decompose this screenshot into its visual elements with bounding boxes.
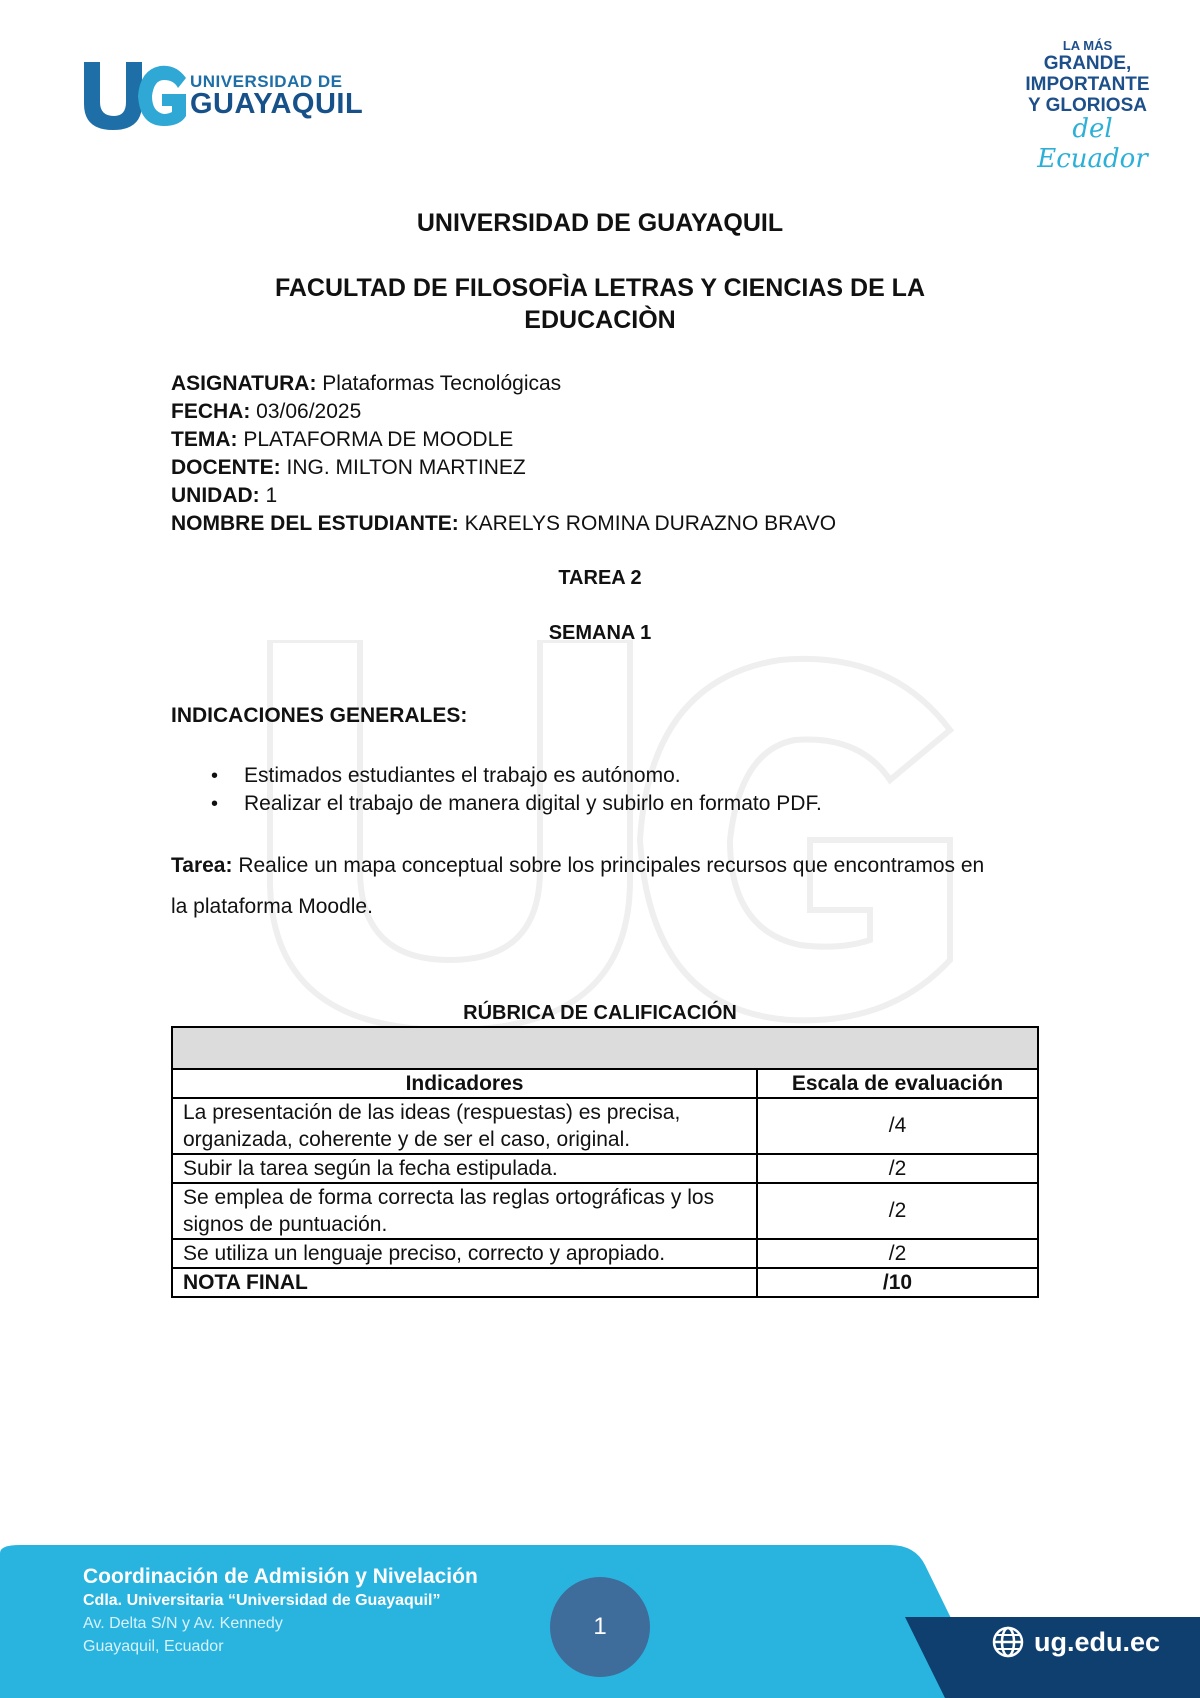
info-docente: [171, 454, 836, 482]
semana-heading: SEMANA 1: [548, 622, 652, 644]
footer-website: [992, 1624, 1160, 1660]
score-cell: /2: [757, 1154, 1038, 1183]
university-logo: [80, 58, 380, 132]
final-row: [172, 1268, 1038, 1297]
header-escala: Escala de evaluación: [757, 1069, 1038, 1098]
faculty-title: [0, 272, 1200, 336]
table-header-row: [172, 1069, 1038, 1098]
slogan-script: del Ecuador: [1037, 114, 1148, 174]
slogan-logo: [1015, 38, 1160, 174]
faculty-title-line1: FACULTAD DE FILOSOFÌA LETRAS Y CIENCIAS DE LA: [274, 274, 926, 302]
info-label: TEMA:: [171, 428, 238, 451]
ug-watermark-icon: [250, 640, 970, 1030]
slogan-line3: Y GLORIOSA: [1028, 95, 1147, 116]
footer-line3: Av. Delta S/N y Av. Kennedy: [83, 1615, 283, 1632]
score-cell: /2: [757, 1239, 1038, 1268]
info-label: ASIGNATURA:: [171, 372, 317, 395]
header-indicadores: Indicadores: [172, 1069, 757, 1098]
indicator-cell: La presentación de las ideas (respuestas) es precisa, organizada, coherente y de ser el caso, original.: [172, 1098, 757, 1154]
info-value: PLATAFORMA DE MOODLE: [237, 428, 514, 451]
info-value: Plataformas Tecnológicas: [316, 372, 562, 395]
list-item: • Realizar el trabajo de manera digital y subirlo en formato PDF.: [171, 790, 822, 818]
indicator-cell: Subir la tarea según la fecha estipulada.: [172, 1154, 757, 1183]
info-asignatura: [171, 370, 836, 398]
website-label: ug.edu.ec: [1034, 1626, 1161, 1657]
tarea-label: Tarea:: [171, 854, 233, 877]
course-info: [171, 370, 836, 538]
globe-icon: [992, 1626, 1024, 1658]
info-fecha: [171, 398, 836, 426]
info-label: NOMBRE DEL ESTUDIANTE:: [171, 512, 459, 535]
slogan-line1: GRANDE,: [1043, 53, 1132, 74]
footer-line1: Coordinación de Admisión y Nivelación: [83, 1565, 478, 1588]
final-label: NOTA FINAL: [172, 1268, 757, 1297]
indicator-cell: Se emplea de forma correcta las reglas ortográficas y los signos de puntuación.: [172, 1183, 757, 1239]
score-cell: /2: [757, 1183, 1038, 1239]
faculty-title-line2: EDUCACIÒN: [524, 306, 676, 334]
indicaciones-list: [171, 762, 822, 818]
info-label: DOCENTE:: [171, 456, 281, 479]
info-tema: [171, 426, 836, 454]
table-row: [172, 1098, 1038, 1154]
list-item: • Estimados estudiantes el trabajo es autónomo.: [171, 762, 822, 790]
rubric-table: [171, 1026, 1039, 1298]
info-value: KARELYS ROMINA DURAZNO BRAVO: [458, 512, 837, 535]
ug-logo-mark-icon: [80, 58, 190, 132]
logo-text-line2: GUAYAQUIL: [190, 88, 364, 120]
slogan-line0: LA MÁS: [1062, 38, 1113, 53]
indicaciones-title: INDICACIONES GENERALES:: [171, 704, 468, 727]
footer-line2: Cdla. Universitaria “Universidad de Guayaquil”: [83, 1592, 441, 1609]
info-value: ING. MILTON MARTINEZ: [280, 456, 526, 479]
tarea-description: [171, 845, 1001, 927]
table-row: [172, 1183, 1038, 1239]
university-title: UNIVERSIDAD DE GUAYAQUIL: [416, 209, 784, 237]
rubrica-title: RÚBRICA DE CALIFICACIÓN: [463, 1002, 737, 1024]
table-banner-cell: [172, 1027, 1038, 1069]
info-unidad: [171, 482, 836, 510]
info-value: 03/06/2025: [250, 400, 362, 423]
footer-line4: Guayaquil, Ecuador: [83, 1638, 224, 1655]
info-label: FECHA:: [171, 400, 251, 423]
tarea-text: Realice un mapa conceptual sobre los principales recursos que encontramos en la plataforma Moodle.: [171, 854, 985, 918]
score-cell: /4: [757, 1098, 1038, 1154]
indicator-cell: Se utiliza un lenguaje preciso, correcto y apropiado.: [172, 1239, 757, 1268]
tarea-heading: TAREA 2: [558, 567, 642, 589]
info-value: 1: [259, 484, 278, 507]
logo-text-line1: UNIVERSIDAD DE: [190, 72, 343, 91]
table-row: [172, 1239, 1038, 1268]
slogan-line2: IMPORTANTE: [1025, 74, 1150, 95]
table-banner-row: [172, 1027, 1038, 1069]
info-estudiante: [171, 510, 836, 538]
final-score: /10: [757, 1268, 1038, 1297]
table-row: [172, 1154, 1038, 1183]
info-label: UNIDAD:: [171, 484, 260, 507]
page-number: 1: [550, 1577, 650, 1677]
